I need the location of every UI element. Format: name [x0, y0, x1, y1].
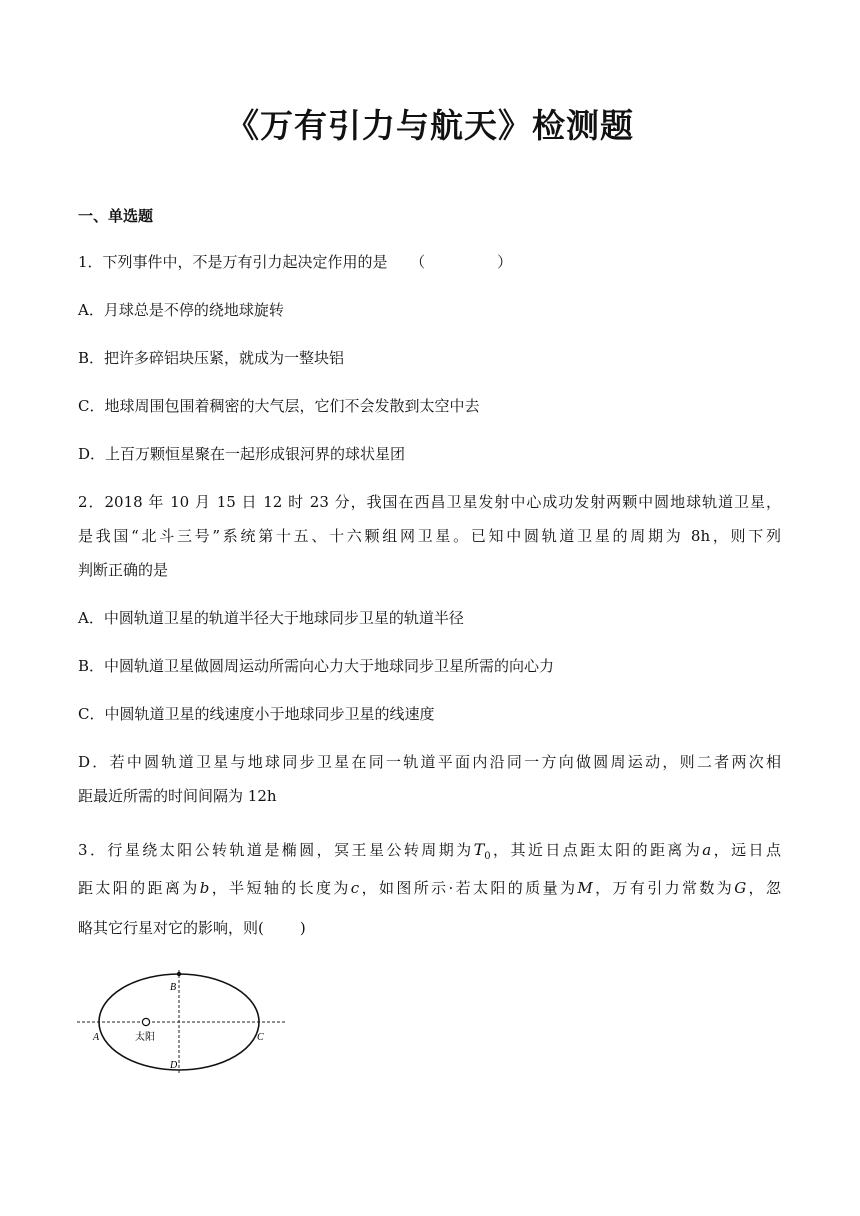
- question-2-stem-line-1: 2．2018 年 10 月 15 日 12 时 23 分，我国在西昌卫星发射中心成功发射两颗中圆地球轨道卫星，: [78, 493, 781, 511]
- point-d-label: D: [170, 1060, 178, 1071]
- question-1-option-a: A．月球总是不停的绕地球旋转: [78, 301, 284, 319]
- question-3-text-7: ，万有引力常数为: [592, 879, 735, 897]
- point-a-label: A: [93, 1032, 100, 1043]
- variable-m: M: [577, 879, 593, 897]
- document-title: 《万有引力与航天》检测题: [226, 106, 634, 145]
- question-2-stem-line-3: 判断正确的是: [78, 561, 169, 579]
- question-3-line-3: [78, 918, 306, 938]
- period-symbol: $T_0$: [473, 840, 491, 863]
- point-b-label: B: [170, 982, 177, 993]
- question-1-option-d: D．上百万颗恒星聚在一起形成银河界的球状星团: [78, 445, 406, 463]
- question-2-option-a: A．中圆轨道卫星的轨道半径大于地球同步卫星的轨道半径: [78, 609, 464, 627]
- question-1-paren-close: ）: [497, 253, 513, 271]
- question-3-text-5: ，半短轴的长度为: [209, 879, 351, 897]
- question-3-text-8: ，忽: [746, 879, 781, 897]
- sun-icon: [142, 1018, 149, 1025]
- question-2-option-c: C．中圆轨道卫星的线速度小于地球同步卫星的线速度: [78, 705, 435, 723]
- question-3-text-2: ，其近日点距太阳的距离为: [490, 841, 703, 859]
- question-1-paren-open: （: [417, 253, 426, 271]
- question-1-option-b: B．把许多碎铝块压紧，就成为一整块铝: [78, 349, 345, 367]
- question-2-stem-line-2: 是我国“北斗三号”系统第十五、十六颗组网卫星。已知中圆轨道卫星的周期为 8h，则下列: [78, 527, 781, 545]
- question-2-option-d-line-2: 距最近所需的时间间隔为 12h: [78, 787, 277, 805]
- sun-label: 太阳: [135, 1032, 155, 1043]
- variable-a: a: [702, 841, 712, 859]
- planet-dot: [177, 972, 181, 976]
- question-3-text-4: 距太阳的距离为: [78, 879, 200, 897]
- orbit-diagram: [75, 965, 290, 1080]
- question-2-option-b: B．中圆轨道卫星做圆周运动所需向心力大于地球同步卫星所需的向心力: [78, 657, 555, 675]
- variable-b: b: [199, 879, 210, 897]
- question-3-text-9: 略其它行星对它的影响，则(: [78, 919, 264, 937]
- question-1-stem: [78, 252, 512, 272]
- variable-c: c: [350, 879, 360, 897]
- point-c-label: C: [257, 1032, 264, 1043]
- question-3-line-2: [78, 878, 781, 898]
- section-heading: 一、单选题: [78, 207, 154, 225]
- question-3-text-6: ，如图所示·若太阳的质量为: [359, 879, 578, 897]
- question-3-text-1: 3．行星绕太阳公转轨道是椭圆，冥王星公转周期为: [78, 841, 474, 859]
- question-1-option-c: C．地球周围包围着稠密的大气层，它们不会发散到太空中去: [78, 397, 480, 415]
- question-3-text-10: ): [299, 919, 306, 937]
- question-1-text: 1．下列事件中，不是万有引力起决定作用的是: [78, 253, 388, 271]
- variable-g: G: [734, 879, 747, 897]
- question-2-option-d-line-1: D．若中圆轨道卫星与地球同步卫星在同一轨道平面内沿同一方向做圆周运动，则二者两次相: [78, 753, 781, 771]
- question-3-line-1: [78, 840, 781, 867]
- question-3-text-3: ，远日点: [711, 841, 781, 859]
